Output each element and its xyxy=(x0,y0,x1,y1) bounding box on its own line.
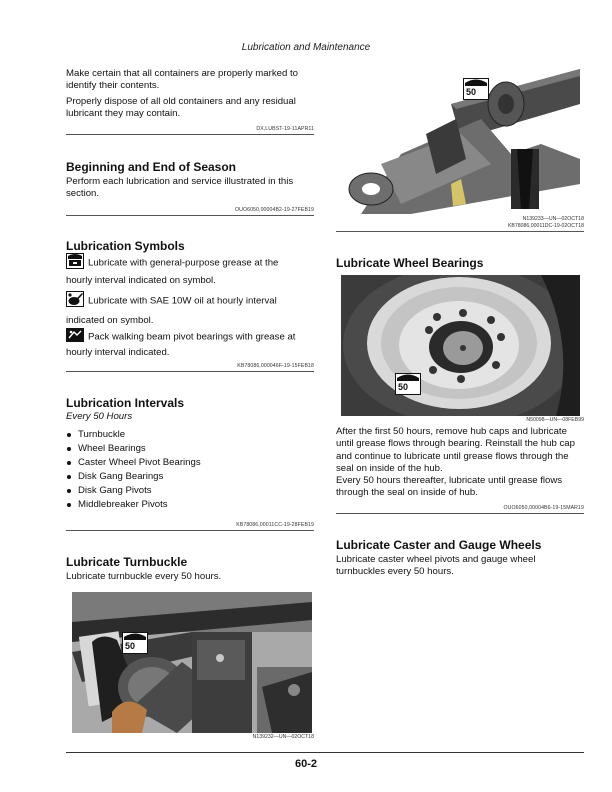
footer-divider xyxy=(66,752,584,753)
section-heading-season: Beginning and End of Season xyxy=(66,160,237,174)
symbol-row-oil xyxy=(66,291,314,328)
reference-code: DX,LUBST-19-11APR11 xyxy=(256,126,314,132)
wheel-hub-photo xyxy=(341,275,580,416)
divider xyxy=(66,215,314,216)
symbol-text-line: hourly interval indicated on symbol. xyxy=(66,275,216,287)
symbol-row-pack xyxy=(66,328,314,360)
list-item: Caster Wheel Pivot Bearings xyxy=(66,456,314,470)
intro-paragraph-containers: Make certain that all containers are properly marked to identify their contents. xyxy=(66,68,298,92)
page-number: 60-2 xyxy=(294,758,318,770)
running-header: Lubrication and Maintenance xyxy=(241,42,371,53)
hitch-turnbuckle-photo xyxy=(341,64,580,214)
caster-text: Lubricate caster wheel pivots and gauge wheel turnbuckles every 50 hours. xyxy=(336,554,536,578)
section-heading-caster: Lubricate Caster and Gauge Wheels xyxy=(336,538,542,552)
divider xyxy=(66,371,314,372)
section-heading-turnbuckle: Lubricate Turnbuckle xyxy=(66,555,188,569)
figure-caption: N139232—UN—02OCT18 xyxy=(252,734,314,740)
fifty-hour-badge: 50 xyxy=(395,373,421,400)
intervals-subtitle: Every 50 Hours xyxy=(66,411,133,422)
section-heading-wheel-bearings: Lubricate Wheel Bearings xyxy=(336,256,484,270)
list-item: Turnbuckle xyxy=(66,428,314,442)
fifty-hour-badge: 50 xyxy=(122,632,148,659)
figure-caption: N50098—UN—08FEB99 xyxy=(526,417,584,423)
symbol-text-line: hourly interval indicated. xyxy=(66,347,170,359)
fifty-hour-badge: 50 xyxy=(463,78,489,105)
wheel-bearings-paragraph-1: After the first 50 hours, remove hub caps and lubricate until grease flows through bearing. Reinstall the hub cap and continue to lubricate until grease flows through the seal on inside of the hub. xyxy=(336,426,575,475)
list-item: Disk Gang Pivots xyxy=(66,484,314,498)
reference-code: OUO6050,00004B6-19-15MAR19 xyxy=(503,505,584,511)
intro-paragraph-disposal: Properly dispose of all old containers and any residual lubricant they may contain. xyxy=(66,96,296,120)
reference-code: OUO6050,00004B2-19-27FEB19 xyxy=(234,207,314,213)
divider xyxy=(336,513,584,514)
pack-bearing-icon xyxy=(66,328,84,346)
symbol-text-line: indicated on symbol. xyxy=(66,315,154,327)
oil-can-icon xyxy=(66,291,84,311)
symbol-text-line: Lubricate with SAE 10W oil at hourly interval xyxy=(88,295,277,307)
season-text: Perform each lubrication and service illustrated in this section. xyxy=(66,176,294,200)
figure-caption: N139233—UN—02OCT18 KB78086,00011DC-19-02OCT18 xyxy=(507,216,584,229)
symbol-text-line: Lubricate with general-purpose grease at the xyxy=(88,257,279,269)
wheel-bearings-paragraph-2: Every 50 hours thereafter, lubricate until grease flows through the seal on inside of hub. xyxy=(336,475,563,499)
reference-code: KB78086,00011CC-19-28FEB19 xyxy=(236,522,314,528)
divider xyxy=(66,530,314,531)
section-heading-symbols: Lubrication Symbols xyxy=(66,239,185,253)
list-item: Wheel Bearings xyxy=(66,442,314,456)
turnbuckle-photo xyxy=(72,592,312,733)
symbol-text-line: Pack walking beam pivot bearings with grease at xyxy=(88,331,296,343)
divider xyxy=(66,134,314,135)
list-item: Middlebreaker Pivots xyxy=(66,498,314,512)
intervals-list xyxy=(66,428,314,512)
grease-gun-icon xyxy=(66,253,84,273)
section-heading-intervals: Lubrication Intervals xyxy=(66,396,185,410)
divider xyxy=(336,231,584,232)
symbol-row-grease xyxy=(66,253,314,288)
reference-code: KB78086,000046F-19-15FEB18 xyxy=(237,363,314,369)
list-item: Disk Gang Bearings xyxy=(66,470,314,484)
turnbuckle-text: Lubricate turnbuckle every 50 hours. xyxy=(66,571,222,582)
